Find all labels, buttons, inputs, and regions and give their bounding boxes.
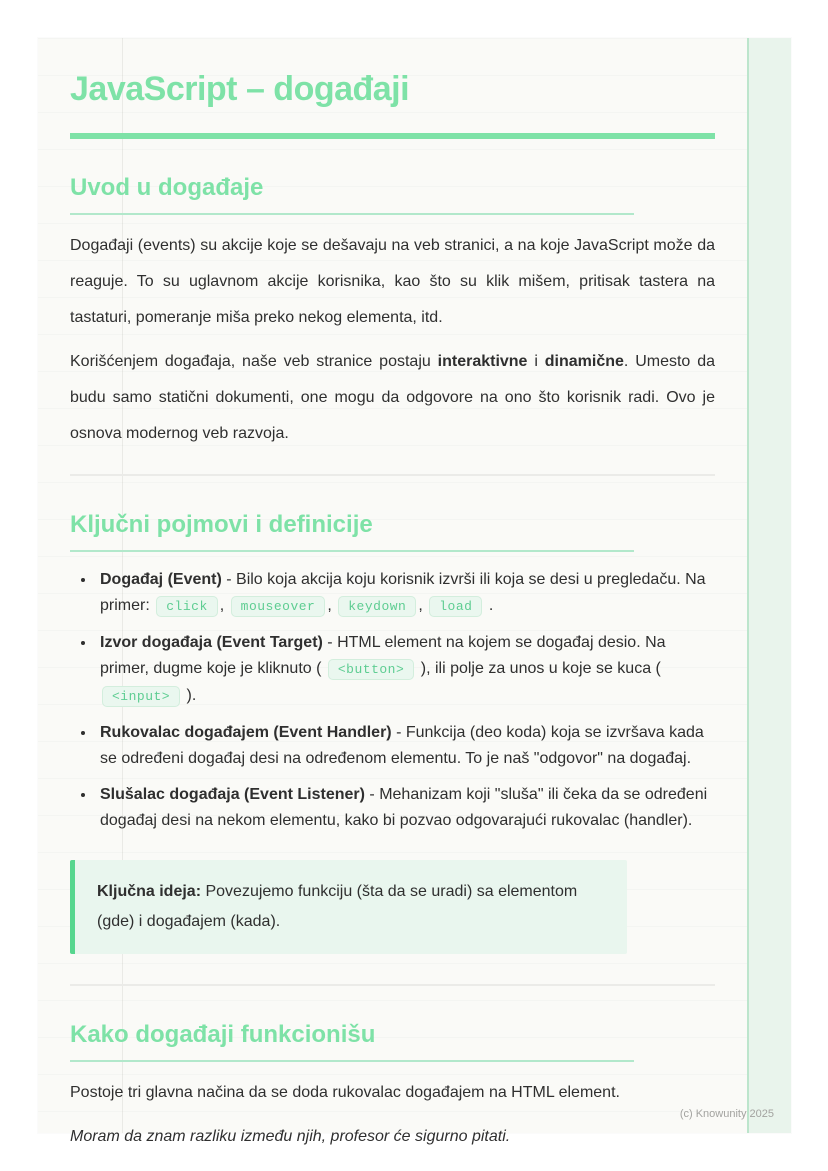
how-paragraph xyxy=(70,1075,715,1111)
section-key-terms xyxy=(70,510,715,954)
heading-rule xyxy=(70,1060,634,1062)
term-text: - Bilo koja akcija koju korisnik izvrši ili koja se desi u pregledaču. Na primer: xyxy=(100,571,706,614)
term-text: - Funkcija (deo koda) koja se izvršava kada se određeni događaj desi na određenom elementu. To je naš "odgovor" na događaj. xyxy=(100,724,704,767)
intro-paragraph-1 xyxy=(70,228,715,336)
document-page xyxy=(38,38,791,1145)
paragraph-text: Događaji (events) su akcije koje se dešavaju na veb stranici, a na koje JavaScript može da reaguje. To su uglavnom akcije korisnika, kao što su klik mišem, pritisak tastera na tastaturi, pomeranje miša preko nekog elementa, itd. xyxy=(70,237,715,326)
term-text: - HTML element na kojem se događaj desio. Na primer, dugme koje je kliknuto ( xyxy=(100,634,666,677)
code-chip: <button> xyxy=(328,659,414,680)
paragraph-text: Korišćenjem događaja, naše veb stranice postaju xyxy=(70,353,438,370)
code-chip-group: click , mouseover , keydown , load . xyxy=(154,597,493,614)
term-name: Slušalac događaja (Event Listener) xyxy=(100,786,365,803)
key-idea-callout xyxy=(70,860,627,954)
list-item xyxy=(96,629,715,710)
section-intro xyxy=(70,173,715,452)
handwritten-note xyxy=(70,1119,715,1155)
list-item xyxy=(96,566,715,620)
code-chip: click xyxy=(156,596,218,617)
intro-paragraph-2 xyxy=(70,344,715,452)
section-divider xyxy=(70,474,715,476)
term-text: - Mehanizam koji "sluša" ili čeka da se određeni događaj desi na nekom elementu, kako bi pozvao odgovarajući rukovalac (handler). xyxy=(100,786,708,829)
term-name: Rukovalac događajem (Event Handler) xyxy=(100,724,392,741)
list-item xyxy=(96,781,715,834)
term-name: Izvor događaja (Event Target) xyxy=(100,634,323,651)
footer-credit: (c) Knowunity 2025 xyxy=(679,1108,774,1120)
paragraph-text: . Umesto da budu samo statični dokumenti, one mogu da odgovore na ono što korisnik radi. Ovo je osnova modernog veb razvoja. xyxy=(70,353,715,442)
term-text: ), ili polje za unos u koje se kuca ( xyxy=(416,660,661,677)
section-how-events-work xyxy=(70,1020,715,1155)
section-heading-key-terms: Ključni pojmovi i definicije xyxy=(70,511,373,538)
code-chip: keydown xyxy=(338,596,416,617)
code-chip: <input> xyxy=(102,686,180,707)
term-name: Događaj (Event) xyxy=(100,571,222,588)
list-item xyxy=(96,719,715,772)
term-list xyxy=(70,566,715,834)
term-text: ). xyxy=(182,687,197,704)
document-content xyxy=(70,38,715,1155)
bold-word: dinamične xyxy=(544,353,624,370)
bold-word: interaktivne xyxy=(437,353,528,370)
right-margin-strip xyxy=(747,38,791,1133)
code-chip: mouseover xyxy=(231,596,326,617)
section-heading-how: Kako događaji funkcionišu xyxy=(70,1021,376,1048)
heading-rule xyxy=(70,550,634,552)
note-text: Moram da znam razliku između njih, profesor će sigurno pitati. xyxy=(70,1128,511,1145)
section-heading-intro: Uvod u događaje xyxy=(70,174,264,201)
code-chip: load xyxy=(429,596,482,617)
callout-text: Povezujemo funkciju (šta da se uradi) sa elementom (gde) i događajem (kada). xyxy=(97,883,578,930)
title-rule xyxy=(70,133,715,139)
section-divider xyxy=(70,984,715,986)
page-title: JavaScript – događaji xyxy=(70,70,410,108)
paragraph-text: i xyxy=(527,353,545,370)
paragraph-text: Postoje tri glavna načina da se doda rukovalac događajem na HTML element. xyxy=(70,1084,620,1101)
callout-lead: Ključna ideja: xyxy=(97,883,202,900)
heading-rule xyxy=(70,213,634,215)
